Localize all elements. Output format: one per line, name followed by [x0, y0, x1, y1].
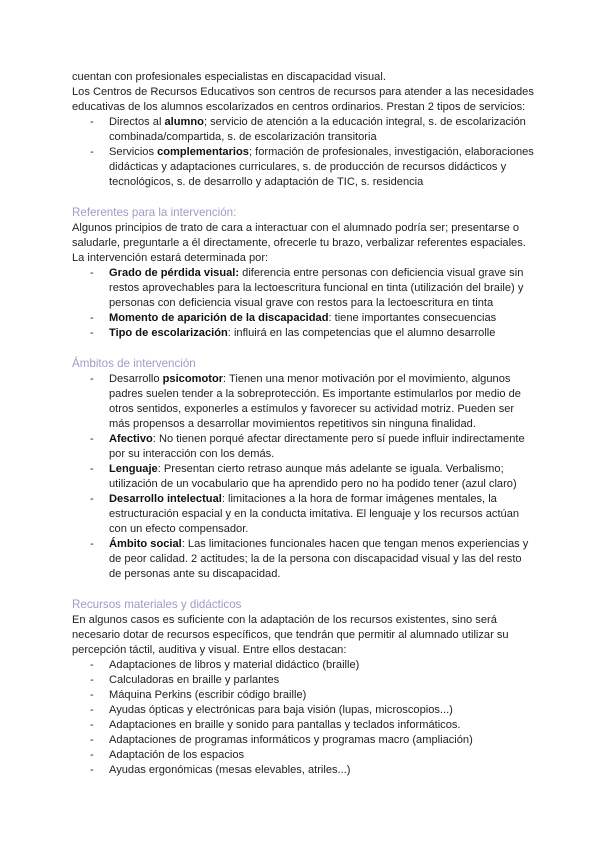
dash-bullet: -	[90, 538, 94, 550]
dash-bullet: -	[90, 764, 94, 776]
dash-bullet: -	[90, 674, 94, 686]
list-item: - Tipo de escolarización: influirá en las competencias que el alumno desarrolle	[90, 327, 496, 339]
list-item: - Ayudas ergonómicas (mesas elevables, atriles...)	[90, 764, 351, 776]
dash-bullet: -	[90, 734, 94, 746]
dash-bullet: -	[90, 373, 94, 385]
dash-bullet: -	[90, 312, 94, 324]
intro-paragraph: Los Centros de Recursos Educativos son centros de recursos para atender a las necesidades educativas de los alumnos escolarizados en centros ordinarios. Prestan 2 tipos de servicios:	[72, 86, 534, 113]
list-item: - Adaptaciones de programas informáticos y programas macro (ampliación)	[90, 734, 473, 746]
list-item: - Adaptaciones en braille y sonido para pantallas y teclados informáticos.	[90, 719, 461, 731]
section-heading-recursos: Recursos materiales y didácticos	[72, 598, 242, 611]
dash-bullet: -	[90, 267, 94, 279]
list-item: - Adaptaciones de libros y material didáctico (braille)	[90, 659, 360, 671]
dash-bullet: -	[90, 116, 94, 128]
ambitos-list	[72, 372, 534, 582]
list-item: - Desarrollo psicomotor: Tienen una menor motivación por el movimiento, algunos padres suelen tender a la sobreprotección. Es importante estimularlos por medio de otros sentidos, exponerles a estímulos y favorecer su actividad motriz. Pueden ser más propensos a desarrollar movimientos repetitivos sin ninguna finalidad.	[90, 373, 521, 430]
list-item: - Ámbito social: Las limitaciones funcionales hacen que tengan menos experiencias y de peor calidad. 2 actitudes; la de la persona con discapacidad visual y las del resto de personas ante su discapacidad.	[90, 538, 529, 580]
list-item: - Grado de pérdida visual: diferencia entre personas con deficiencia visual grave sin restos aprovechables para la lectoescritura funcional en tinta (utilización del braile) y personas con deficiencia visual grave con restos para la lectoescritura en tinta	[90, 267, 524, 309]
dash-bullet: -	[90, 659, 94, 671]
recursos-paragraph: En algunos casos es suficiente con la adaptación de los recursos existentes, sino será necesario dotar de recursos específicos, que tendrán que permitir al alumnado utilizar su percepción táctil, auditiva y visual. Entre ellos destacan:	[72, 614, 509, 656]
referentes-list	[72, 266, 534, 341]
section-heading-ambitos: Ámbitos de intervención	[72, 357, 196, 370]
list-item: - Ayudas ópticas y electrónicas para baja visión (lupas, microscopios...)	[90, 704, 453, 716]
list-item: - Momento de aparición de la discapacidad: tiene importantes consecuencias	[90, 312, 497, 324]
referentes-paragraph: Algunos principios de trato de cara a interactuar con el alumnado podría ser; presentarse o saludarle, preguntarle a él directamente, ofrecerle tu brazo, verbalizar referentes espaciales. La intervención estará determinada por:	[72, 222, 526, 264]
dash-bullet: -	[90, 327, 94, 339]
list-item: - Desarrollo intelectual: limitaciones a la hora de formar imágenes mentales, la estructuración espacial y en la conducta imitativa. El lenguaje y los recursos actúan con un efecto compensador.	[90, 493, 520, 535]
recursos-list	[72, 658, 534, 778]
document-page	[72, 70, 534, 778]
dash-bullet: -	[90, 463, 94, 475]
section-heading-referentes: Referentes para la intervención:	[72, 206, 237, 219]
list-item: - Afectivo: No tienen porqué afectar directamente pero sí puede influir indirectamente por su interacción con los demás.	[90, 433, 525, 460]
dash-bullet: -	[90, 749, 94, 761]
list-item: - Servicios complementarios; formación de profesionales, investigación, elaboraciones didácticas y adaptaciones curriculares, s. de producción de recursos didácticos y tecnológicos, s. de desarrollo y adaptación de TIC, s. residencia	[90, 146, 534, 188]
dash-bullet: -	[90, 689, 94, 701]
dash-bullet: -	[90, 146, 94, 158]
services-list	[72, 115, 534, 190]
list-item: - Adaptación de los espacios	[90, 749, 245, 761]
dash-bullet: -	[90, 719, 94, 731]
dash-bullet: -	[90, 704, 94, 716]
dash-bullet: -	[90, 493, 94, 505]
dash-bullet: -	[90, 433, 94, 445]
list-item: - Directos al alumno; servicio de atención a la educación integral, s. de escolarización combinada/compartida, s. de escolarización transitoria	[90, 116, 526, 143]
list-item: - Lenguaje: Presentan cierto retraso aunque más adelante se iguala. Verbalismo; utilización de un vocabulario que ha aprendido pero no ha podido tener (azul claro)	[90, 463, 517, 490]
intro-continuation: cuentan con profesionales especialistas en discapacidad visual.	[72, 71, 386, 83]
list-item: - Calculadoras en braille y parlantes	[90, 674, 280, 686]
list-item: - Máquina Perkins (escribir código braille)	[90, 689, 307, 701]
